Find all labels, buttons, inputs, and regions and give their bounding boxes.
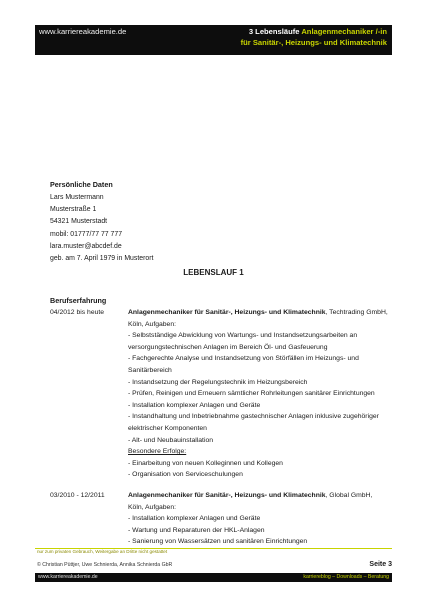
- personal-birth: geb. am 7. April 1979 in Musterort: [50, 255, 154, 263]
- entry-title-line: [128, 490, 388, 513]
- entry-task: - Instandhaltung und Inbetriebnahme gastechnischer Anlagen inklusive zugehöriger elektrischer Komponenten: [128, 413, 379, 432]
- footer-copyright: © Christian Püttjer, Uwe Schnierda, Annika Schnierda GbR: [37, 562, 173, 568]
- entry-task: - Sanierung von Wassersätzen und sanitären Einrichtungen: [128, 538, 308, 546]
- entry-title-line: [128, 307, 388, 330]
- entry-task: - Selbstständige Abwicklung von Wartungs- und Instandsetzungsarbeiten an versorgungstechnischen Anlagen im Bereich Öl- und Gasfeuerung: [128, 332, 358, 351]
- experience-heading: Berufserfahrung: [50, 296, 107, 305]
- entry-task: - Installation komplexer Anlagen und Geräte: [128, 515, 261, 523]
- footer-bar: [35, 573, 392, 582]
- entry-date: 04/2012 bis heute: [50, 309, 105, 316]
- header-title-accent: Anlagenmechaniker /-in: [301, 27, 387, 36]
- personal-street: Musterstraße 1: [50, 206, 97, 214]
- personal-city: 54321 Musterstadt: [50, 218, 108, 226]
- footer-site-url[interactable]: www.karriereakademie.de: [38, 574, 98, 580]
- entry-role: Anlagenmechaniker für Sanitär-, Heizungs- und Klimatechnik: [128, 492, 326, 499]
- entry-task: - Installation komplexer Anlagen und Geräte: [128, 401, 261, 409]
- entry-success-heading: Besondere Erfolge:: [128, 448, 187, 456]
- header-site-url[interactable]: www.karriereakademie.de: [39, 27, 127, 36]
- entry-success-item: - Einarbeitung von neuen Kolleginnen und Kollegen: [128, 459, 283, 467]
- header-title-prefix: 3 Lebensläufe: [248, 27, 300, 36]
- entry-task: - Instandsetzung der Regelungstechnik im Heizungsbereich: [128, 378, 308, 386]
- personal-mobile: mobil: 01777/77 77 777: [50, 230, 123, 238]
- personal-email: lara.muster@abcdef.de: [50, 242, 122, 250]
- header-title: [241, 26, 387, 48]
- personal-data-heading: Persönliche Daten: [50, 180, 113, 189]
- entry-body: [128, 307, 388, 481]
- entry-task: - Wartung und Reparaturen der HKL-Anlagen: [128, 526, 265, 534]
- page-number: Seite 3: [369, 561, 392, 568]
- header-bar: [35, 25, 392, 55]
- cv-heading: LEBENSLAUF 1: [183, 268, 244, 277]
- personal-data-block: [50, 192, 153, 265]
- entry-date: 03/2010 - 12/2011: [50, 492, 105, 499]
- entry-body: [128, 490, 388, 548]
- entry-company: , Techtrading GmbH, Köln, Aufgaben:: [128, 309, 388, 328]
- entry-task: - Fachgerechte Analyse und Instandsetzung von Störfällen im Heizungs- und Sanitärbereich: [128, 355, 359, 374]
- entry-company: , Global GmbH, Köln, Aufgaben:: [128, 492, 373, 511]
- footer-notice: nur zum privaten Gebrauch, Weitergabe an Dritte nicht gestattet: [37, 549, 168, 554]
- entry-role: Anlagenmechaniker für Sanitär-, Heizungs- und Klimatechnik: [128, 309, 326, 316]
- footer-links[interactable]: karriereblog – Downloads – Beratung: [303, 574, 389, 580]
- entry-task: - Prüfen, Reinigen und Erneuern sämtlicher Rohrleitungen sanitärer Einrichtungen: [128, 390, 375, 398]
- personal-name: Lars Mustermann: [50, 194, 104, 201]
- header-title-line2: für Sanitär-, Heizungs- und Klimatechnik: [240, 38, 387, 47]
- entry-success-item: - Organisation von Serviceschulungen: [128, 471, 243, 479]
- entry-task: - Alt- und Neubauinstallation: [128, 436, 214, 444]
